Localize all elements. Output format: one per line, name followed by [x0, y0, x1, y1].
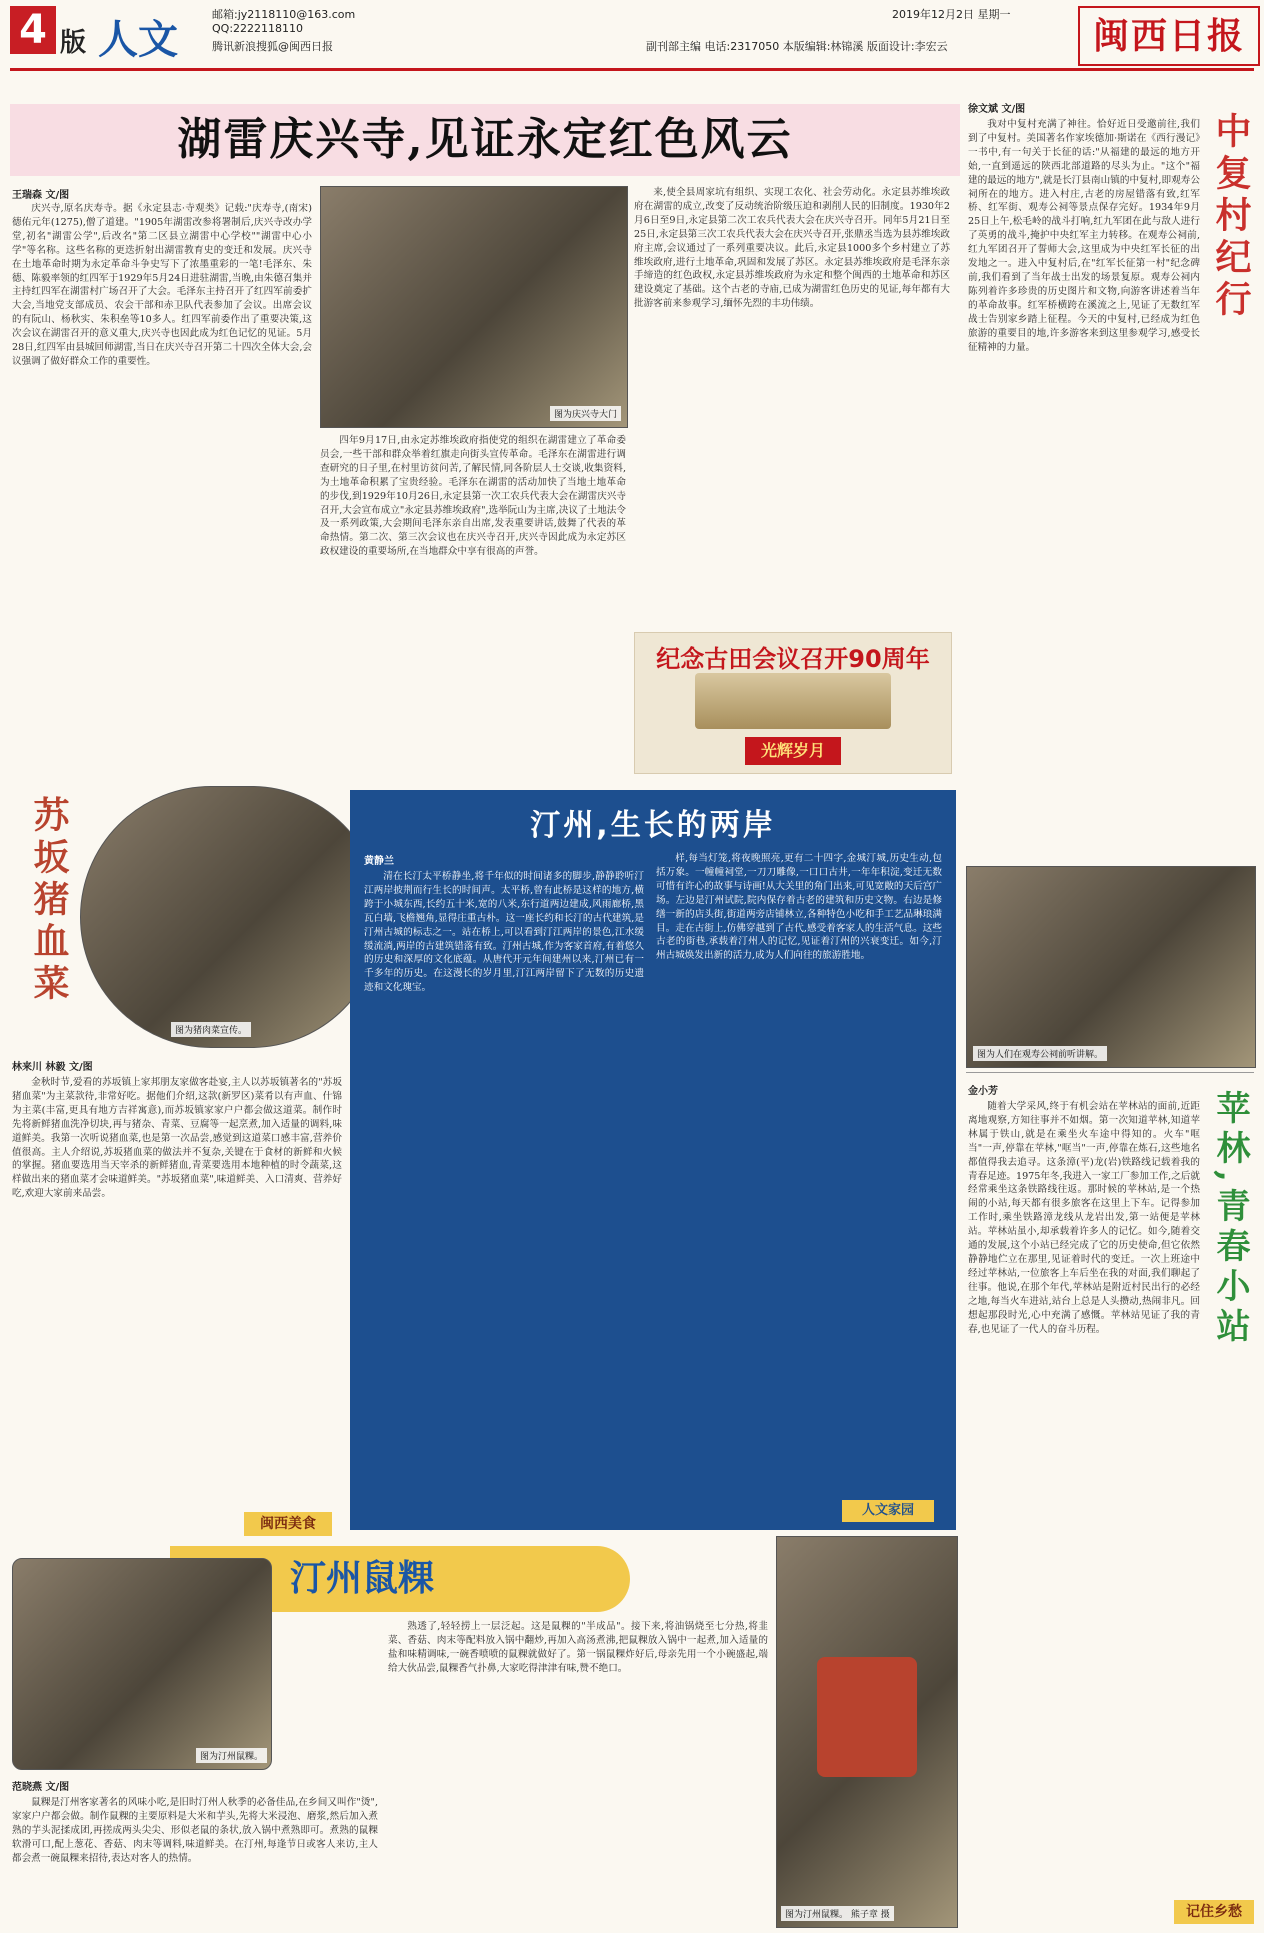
right-article-text: 我对中复村充满了神往。恰好近日受邀前往,我们到了中复村。美国著名作家埃德加·斯诺在《西行漫记》一书中,有一句关于长征的话:"从福建的最远的地方开始,一直到遥远的陕西北部道路的尽头为止。"这个"福建的最远的地方",就是长汀县南山镇的中复村,即观寿公祠所在的地方。进入村庄,古老的房屋错落有致,红军桥、红军街、观寿公祠等景点保存完好。1934年9月25日上午,松毛岭的战斗打响,红九军团在此与敌人进行了英勇的战斗,掩护中央红军主力转移。在观寿公祠前,红九军团召开了誓师大会,这里成为中央红军长征的出发地之一。进入中复村后,在"红军长征第一村"纪念碑前,我们看到了当年战士出发的场景复原。观寿公祠内陈列着许多珍贵的历史图片和文物,向游客讲述着当年的革命故事。红军桥横跨在溪流之上,见证了无数红军战士告别家乡踏上征程。今天的中复村,已经成为红色旅游的重要目的地,许多游客来到这里参观学习,感受长征精神的力量。 — [968, 119, 1200, 353]
right2-article-byline: 金小芳 — [968, 1086, 998, 1097]
issue-date: 2019年12月2日 星期一 — [892, 8, 1011, 21]
anniversary-banner — [634, 632, 952, 774]
page-number: 4 — [10, 6, 56, 54]
feature-panel — [350, 790, 956, 1530]
right-article-byline: 徐文斌 文/图 — [968, 104, 1026, 115]
feature-tag: 人文家园 — [842, 1500, 934, 1522]
temple-photo-label: 图为庆兴寺大门 — [550, 406, 621, 421]
banner-motto: 光辉岁月 — [745, 737, 841, 765]
left-photo-caption: 图为猪肉菜宣传。 — [171, 1022, 251, 1037]
right2-tag: 记住乡愁 — [1174, 1900, 1254, 1924]
food-photo-caption: 图为汀州鼠粿。 — [196, 1748, 267, 1763]
contact-email: 邮箱:jy2118110@163.com — [212, 8, 356, 21]
right-divider — [966, 1072, 1254, 1073]
main-article-col1: 庆兴寺,原名庆寿寺。据《永定县志·寺观类》记载:"庆寿寺,(南宋)德佑元年(1275),僧了道建。"1905年湖雷改参将署制后,庆兴寺改办学堂,初名"湖雷公学",后改名"第二区县立湖雷中心学校""湖雷中心小学"等名称。这些名称的更迭折射出湖雷教育史的变迁和发展。庆兴寺在土地革命时期为永定革命斗争史写下了浓墨重彩的一笔!毛泽东、朱德、陈毅率领的红四军于1929年5月24日进驻湖雷,当晚,由朱德召集并主持红四军在湖雷村广场召开了大会。毛泽东主持召开了红四军前委扩大会,当地党支部成员、农会干部和赤卫队代表参加了会议。出席会议的有阮山、杨秋实、朱积垒等10多人。红四军前委作出了重要决策,这次会议在湖雷召开的意义重大,庆兴寺也因此成为红色记忆的见证。5月28日,红四军由县城回师湖雷,当日在庆兴寺召开第二十四次全体大会,会议强调了做好群众工作的重要性。 — [12, 203, 312, 367]
contact-qq: QQ:2222118110 — [212, 22, 304, 35]
right2-article-text: 随着大学采风,终于有机会站在苹林站的面前,近距离地观察,方知往事并不如烟。第一次知道苹林,知道苹林属于铁山,就是在乘坐火车途中得知的。火车"哐当"一声,停靠在苹林,"哐当"一声,停靠在炼石,这些地名都值得我去追寻。这条漳(平)龙(岩)铁路线记载着我的青春足迹。1975年冬,我进入一家工厂参加工作,之后就经常乘坐这条铁路线往返。那时候的苹林站,是一个热闹的小站,每天都有很多旅客在这里上下车。记得参加工作时,乘坐铁路漳龙线从龙岩出发,第一站便是苹林站。苹林站虽小,却承载着许多人的记忆。如今,随着交通的发展,这个小站已经完成了它的历史使命,但它依然静静地伫立在那里,见证着时代的变迁。一次上班途中经过苹林站,一位旅客上车后坐在我的对面,我们聊起了往事。他说,在那个年代,苹林站是附近村民出行的必经之地,每当火车进站,站台上总是人头攒动,热闹非凡。回想起那段时光,心中充满了感慨。苹林站见证了我的青春,也见证了一代人的奋斗历程。 — [968, 1101, 1200, 1335]
masthead — [0, 0, 1264, 70]
feature-col1: 清在长汀太平桥静坐,将千年似的时间诸多的脚步,静静聆听汀江两岸披荆而行生长的时间声。太平桥,曾有此桥是这样的地方,横跨于小城东西,长约五十米,宽的八米,东行道两边建成,风雨廊桥,黑瓦白墙,飞檐翘角,显得庄重古朴。这一座长约和长汀的古代建筑,是汀州古城的标志之一。站在桥上,可以看到汀江两岸的景色,江水缓缓流淌,两岸的古建筑错落有致。汀州古城,作为客家首府,有着悠久的历史和深厚的文化底蕴。从唐代开元年间建州以来,汀州已有一千多年的历史。在这漫长的岁月里,汀江两岸留下了无数的历史遗迹和文化瑰宝。 — [364, 871, 644, 994]
tingzhou-street-photo — [776, 1536, 958, 1928]
feature-title: 汀州,生长的两岸 — [530, 808, 776, 843]
temple-gate-photo — [320, 186, 628, 428]
zhongfu-photo — [966, 866, 1256, 1068]
feature-byline: 黄静兰 — [364, 856, 394, 867]
food-article-text: 鼠粿是汀州客家著名的风味小吃,是旧时汀州人秋季的必备佳品,在乡间又叫作"烫",家家户户都会做。制作鼠粿的主要原料是大米和芋头,先将大米浸泡、磨浆,然后加入煮熟的芋头泥揉成团,再搓成两头尖尖、形似老鼠的条状,放入锅中煮熟即可。煮熟的鼠粿软滑可口,配上葱花、香菇、肉末等调料,味道鲜美。在汀州,每逢节日或客人来访,主人都会煮一碗鼠粿来招待,表达对客人的热情。 — [12, 1797, 378, 1864]
anniversary-text: 纪念古田会议召开90周年 — [656, 645, 930, 673]
pig-blood-dish-photo — [80, 786, 382, 1048]
zhongfu-photo-caption: 图为人们在观寿公祠前听讲解。 — [973, 1046, 1107, 1061]
right-article-title: 中复村纪行 — [1210, 112, 1252, 322]
food-article-title: 汀州鼠粿 — [290, 1558, 435, 1599]
masthead-rule — [10, 68, 1254, 71]
food-article-byline: 范晓燕 文/图 — [12, 1782, 70, 1793]
main-article-byline: 王瑞森 文/图 — [12, 190, 70, 201]
paper-name: 闽西日报 — [1078, 6, 1260, 66]
main-article-col2: 四年9月17日,由永定苏维埃政府指使党的组织在湖雷建立了革命委员会,一些干部和群众举着红旗走向街头宣传革命。毛泽东在湖雷进行调查研究的日子里,在村里访贫问苦,了解民情,同各阶层人士交谈,收集资料,为土地革命积累了宝贵经验。毛泽东在湖雷的活动加快了当地土地革命的步伐,到1929年10月26日,永定县第一次工农兵代表大会在湖雷庆兴寺召开,大会宣布成立"永定县苏维埃政府",选举阮山为主席,决议了土地法令及一系列政策,大会期间毛泽东亲自出席,发表重要讲话,鼓舞了代表的革命热情。第二次、第三次会议也在庆兴寺召开,庆兴寺因此成为永定苏区政权建设的重要场所,在当地群众中享有很高的声誉。 — [320, 435, 626, 558]
street-lantern — [817, 1657, 917, 1777]
editor-info: 副刊部主编 电话:2317050 本版编辑:林锦溪 版面设计:李宏云 — [646, 40, 948, 53]
main-title-band — [10, 104, 960, 176]
banner-village-art — [695, 673, 891, 729]
left-article-title: 苏坂猪血菜 — [28, 796, 70, 1006]
street-photo-caption: 图为汀州鼠粿。 熊子章 摄 — [781, 1906, 894, 1921]
main-article-col3: 来,使全县周家坑有组织、实现工农化、社会劳动化。永定县苏维埃政府在湖雷的成立,改变了反动统治阶级压迫和剥削人民的旧制度。1930年2月6日至9日,永定县第二次工农兵代表大会在庆兴寺召开。同年5月21日至25日,永定县第三次工农兵代表大会在庆兴寺召开,张鼎丞当选为县苏维埃政府主席,会议通过了一系列重要决议。此后,永定县1000多个乡村建立了苏维埃政府,进行土地革命,巩固和发展了苏区。永定县苏维埃政府是毛泽东亲手缔造的红色政权,永定县苏维埃政府为永定和整个闽西的土地革命和苏区建设奠定了基础。这个古老的寺庙,已成为湖雷红色历史的见证,每年都有大批游客前来参观学习,缅怀先烈的丰功伟绩。 — [634, 187, 950, 310]
food-article-col2: 熟透了,轻轻捞上一层泛起。这是鼠粿的"半成品"。接下来,将油锅烧至七分热,将韭菜、香菇、肉末等配料放入锅中翻炒,再加入高汤煮沸,把鼠粿放入锅中一起煮,加入适量的盐和味精调味,一碗香喷喷的鼠粿就做好了。第一锅鼠粿炸好后,母亲先用一个小碗盛起,端给大伙品尝,鼠粿香气扑鼻,大家吃得津津有味,赞不绝口。 — [388, 1621, 768, 1674]
page-unit: 版 — [60, 28, 87, 58]
left-article-text: 金秋时节,爱看的苏坂镇上家邦朋友家做客赴宴,主人以苏坂镇著名的"苏坂猪血菜"为主菜款待,非常好吃。据他们介绍,这款(新罗区)菜肴以有声血、什锦为主菜(丰富,更具有地方吉祥寓意),而苏坂镇家家户户都会做这道菜。制作时先将新鲜猪血洗净切块,再与猪杂、青菜、豆腐等一起烹煮,加入适量的调料,味道鲜美。我第一次听说猪血菜,也是第一次品尝,感觉到这道菜口感丰富,营养价值很高。主人介绍说,苏坂猪血菜的做法并不复杂,关键在于食材的新鲜和火候的掌握。猪血要选用当天宰杀的新鲜猪血,青菜要选用本地种植的时令蔬菜,这样做出来的猪血菜才会味道鲜美。"苏坂猪血菜",味道鲜美、入口清爽、营养好吃,欢迎大家前来品尝。 — [12, 1077, 342, 1200]
right2-article-title: 苹林,青春小站 — [1210, 1090, 1250, 1348]
contact-wechat: 腾讯新浪搜狐@闽西日报 — [212, 40, 333, 53]
left-article-byline: 林来川 林毅 文/图 — [12, 1062, 93, 1073]
left-tag: 闽西美食 — [244, 1512, 332, 1536]
main-article-title: 湖雷庆兴寺,见证永定红色风云 — [177, 114, 793, 165]
mouse-dumpling-photo — [12, 1558, 272, 1770]
feature-col2: 样,每当灯笼,将夜晚照亮,更有二十四字,金城汀城,历史生动,包括万象。一幢幢祠堂,一刀刀雕像,一口口古井,一年年积淀,变迁无数可惜有许心的故事与诗画!从大关里的角门出来,可见宽敞的天后宫广场。左边是汀州试院,院内保存着古老的建筑和历史文物。右边是修缮一新的店头街,街道两旁店铺林立,各种特色小吃和手工艺品琳琅满目。走在古街上,仿佛穿越到了古代,感受着客家人的生活气息。这些古老的街巷,承载着汀州人的记忆,见证着汀州的兴衰变迁。如今,汀州古城焕发出新的活力,成为人们向往的旅游胜地。 — [656, 853, 942, 962]
section-title: 人文 — [98, 17, 178, 63]
